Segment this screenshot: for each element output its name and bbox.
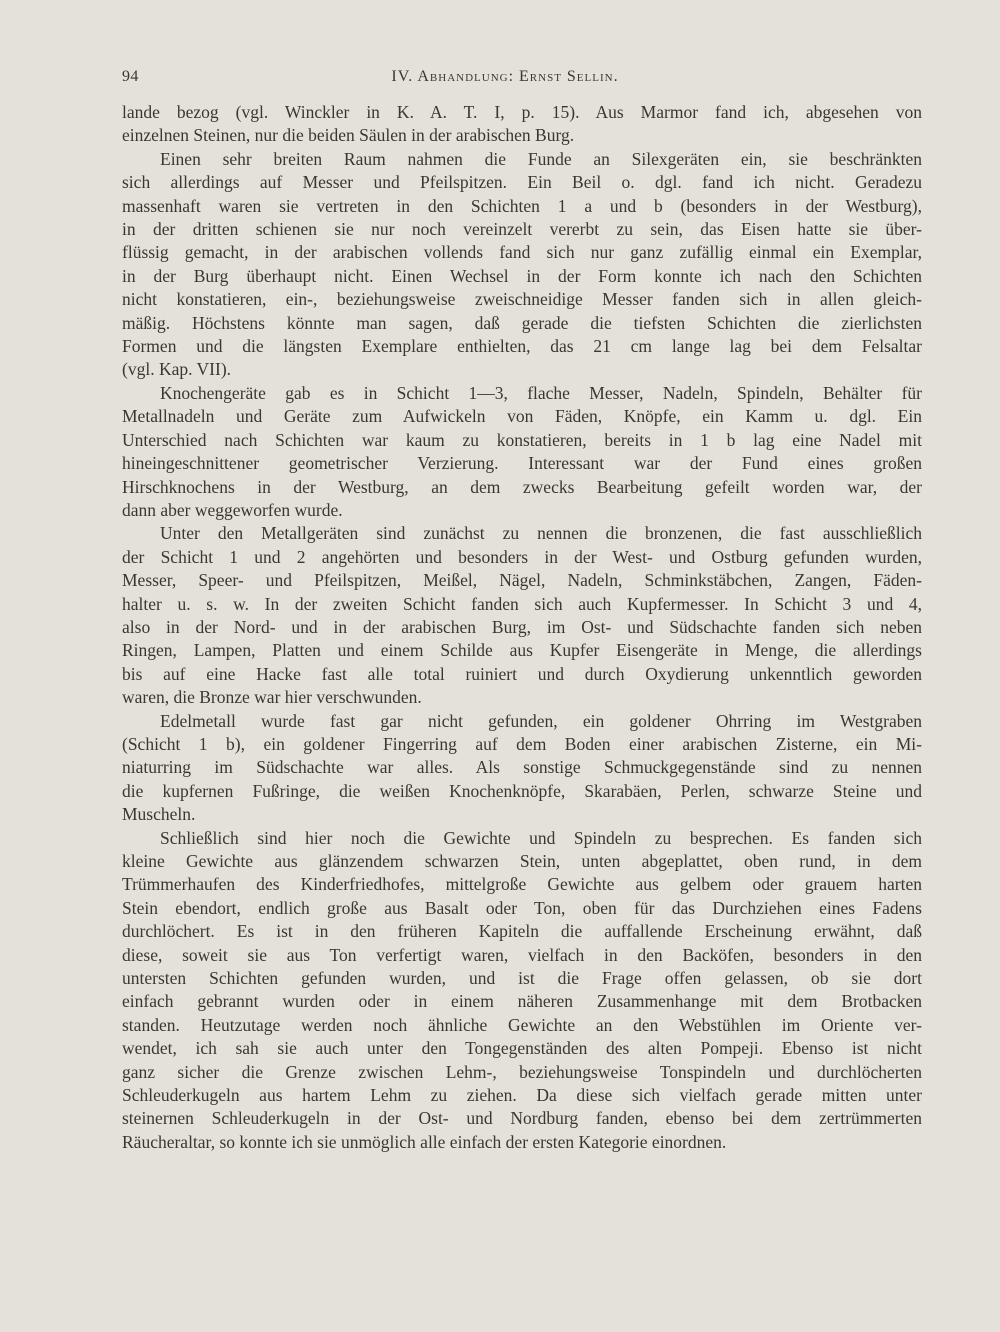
paragraph — [122, 148, 922, 382]
text-line: bis auf eine Hacke fast alle total ruiniert und durch Oxydierung unkenntlich geworden — [122, 663, 922, 684]
text-line: in der Burg überhaupt nicht. Einen Wechsel in der Form konnte ich nach den Schichten — [122, 265, 922, 286]
text-line: die kupfernen Fußringe, die weißen Knochenknöpfe, Skarabäen, Perlen, schwarze Steine und — [122, 780, 922, 801]
running-title: IV. Abhandlung: Ernst Sellin. — [391, 68, 619, 85]
text-line: lande bezog (vgl. Winckler in K. A. T. I, p. 15). Aus Marmor fand ich, abgesehen von — [122, 102, 922, 122]
text-line: Edelmetall wurde fast gar nicht gefunden, ein goldener Ohrring im Westgraben — [160, 710, 922, 731]
text-line: niaturring im Südschachte war alles. Als sonstige Schmuckgegenstände sind zu nennen — [122, 757, 922, 778]
text-line: Räucheraltar, so konnte ich sie unmöglich alle einfach der ersten Kategorie einordnen. — [122, 1131, 727, 1152]
text-line: wendet, ich sah sie auch unter den Tongegenständen des alten Pompeji. Ebenso ist nicht — [122, 1038, 922, 1059]
text-line: diese, soweit sie aus Ton verfertigt waren, vielfach in den Backöfen, besonders in den — [122, 944, 922, 965]
text-line: (vgl. Kap. VII). — [122, 359, 232, 380]
text-line: Formen und die längsten Exemplare enthielten, das 21 cm lange lag bei dem Felsaltar — [122, 336, 922, 357]
page-number: 94 — [122, 68, 139, 85]
text-line: Schließlich sind hier noch die Gewichte und Spindeln zu besprechen. Es fanden sich — [160, 827, 922, 848]
text-line: sich allerdings auf Messer und Pfeilspitzen. Ein Beil o. dgl. fand ich nicht. Geradezu — [122, 172, 922, 193]
text-line: mäßig. Höchstens könnte man sagen, daß gerade die tiefsten Schichten die zierlichsten — [122, 312, 922, 333]
paragraph — [122, 710, 922, 827]
paragraph — [122, 827, 922, 1155]
paragraph — [122, 382, 922, 522]
running-head — [122, 68, 888, 92]
text-line: (Schicht 1 b), ein goldener Fingerring auf dem Boden einer arabischen Zisterne, ein Mi- — [122, 733, 922, 754]
text-line: nicht konstatieren, ein-, beziehungsweise zweischneidige Messer fanden sich in allen gleich- — [122, 289, 922, 310]
text-line: ganz sicher die Grenze zwischen Lehm-, beziehungsweise Tonspindeln und durchlöcherten — [122, 1061, 922, 1082]
text-line: flüssig gemacht, in der arabischen vollends fand sich nur ganz zufällig einmal ein Exemplar, — [122, 242, 922, 263]
text-line: dann aber weggeworfen wurde. — [122, 499, 343, 520]
text-line: in der dritten schienen sie nur noch vereinzelt vererbt zu sein, das Eisen hatte sie über- — [122, 219, 922, 240]
text-line: einzelnen Steinen, nur die beiden Säulen in der arabischen Burg. — [122, 125, 575, 146]
paragraph — [122, 101, 922, 148]
text-line: Einen sehr breiten Raum nahmen die Funde an Silexgeräten ein, sie beschränkten — [160, 148, 922, 169]
text-line: standen. Heutzutage werden noch ähnliche Gewichte an den Webstühlen im Oriente ver- — [122, 1014, 922, 1035]
text-line: Muscheln. — [122, 804, 196, 825]
text-line: Messer, Speer- und Pfeilspitzen, Meißel, Nägel, Nadeln, Schminkstäbchen, Zangen, Fäden- — [122, 570, 922, 591]
text-line: Knochengeräte gab es in Schicht 1—3, flache Messer, Nadeln, Spindeln, Behälter für — [160, 382, 922, 403]
text-line: waren, die Bronze war hier verschwunden. — [122, 687, 422, 708]
paragraph — [122, 522, 922, 709]
text-line: einfach gebrannt wurden oder in einem näheren Zusammenhange mit dem Brotbacken — [122, 991, 922, 1012]
text-line: Unter den Metallgeräten sind zunächst zu nennen die bronzenen, die fast ausschließlich — [160, 523, 922, 544]
text-line: durchlöchert. Es ist in den früheren Kapiteln die auffallende Erscheinung erwähnt, daß — [122, 921, 922, 942]
text-line: Trümmerhaufen des Kinderfriedhofes, mittelgroße Gewichte aus gelbem oder grauem harten — [122, 874, 922, 895]
text-line: steinernen Schleuderkugeln in der Ost- und Nordburg fanden, ebenso bei dem zertrümmerten — [122, 1108, 922, 1129]
text-line: hineingeschnittener geometrischer Verzierung. Interessant war der Fund eines großen — [122, 453, 922, 474]
text-line: also in der Nord- und in der arabischen Burg, im Ost- und Südschachte fanden sich neben — [122, 616, 922, 637]
text-line: kleine Gewichte aus glänzendem schwarzen Stein, unten abgeplattet, oben rund, in dem — [122, 851, 922, 871]
text-line: Hirschknochens in der Westburg, an dem zwecks Bearbeitung gefeilt worden war, der — [122, 476, 922, 497]
text-line: Unterschied nach Schichten war kaum zu konstatieren, bereits in 1 b lag eine Nadel mit — [122, 429, 922, 450]
text-line: massenhaft waren sie vertreten in den Schichten 1 a und b (besonders in der Westburg), — [122, 195, 922, 216]
text-line: der Schicht 1 und 2 angehörten und besonders in der West- und Ostburg gefunden wurden, — [122, 546, 922, 567]
text-line: Schleuderkugeln aus hartem Lehm zu ziehen. Da diese sich vielfach gerade mitten unter — [122, 1085, 922, 1106]
text-line: Stein ebendort, endlich große aus Basalt oder Ton, oben für das Durchziehen eines Fadens — [122, 897, 922, 918]
text-line: halter u. s. w. In der zweiten Schicht fanden sich auch Kupfermesser. In Schicht 3 und 4, — [122, 593, 922, 614]
body-text — [122, 101, 922, 1154]
text-line: untersten Schichten gefunden wurden, und ist die Frage offen gelassen, ob sie dort — [122, 968, 922, 989]
text-line: Metallnadeln und Geräte zum Aufwickeln von Fäden, Knöpfe, ein Kamm u. dgl. Ein — [122, 406, 922, 427]
text-line: Ringen, Lampen, Platten und einem Schilde aus Kupfer Eisengeräte in Menge, die allerdings — [122, 640, 922, 661]
